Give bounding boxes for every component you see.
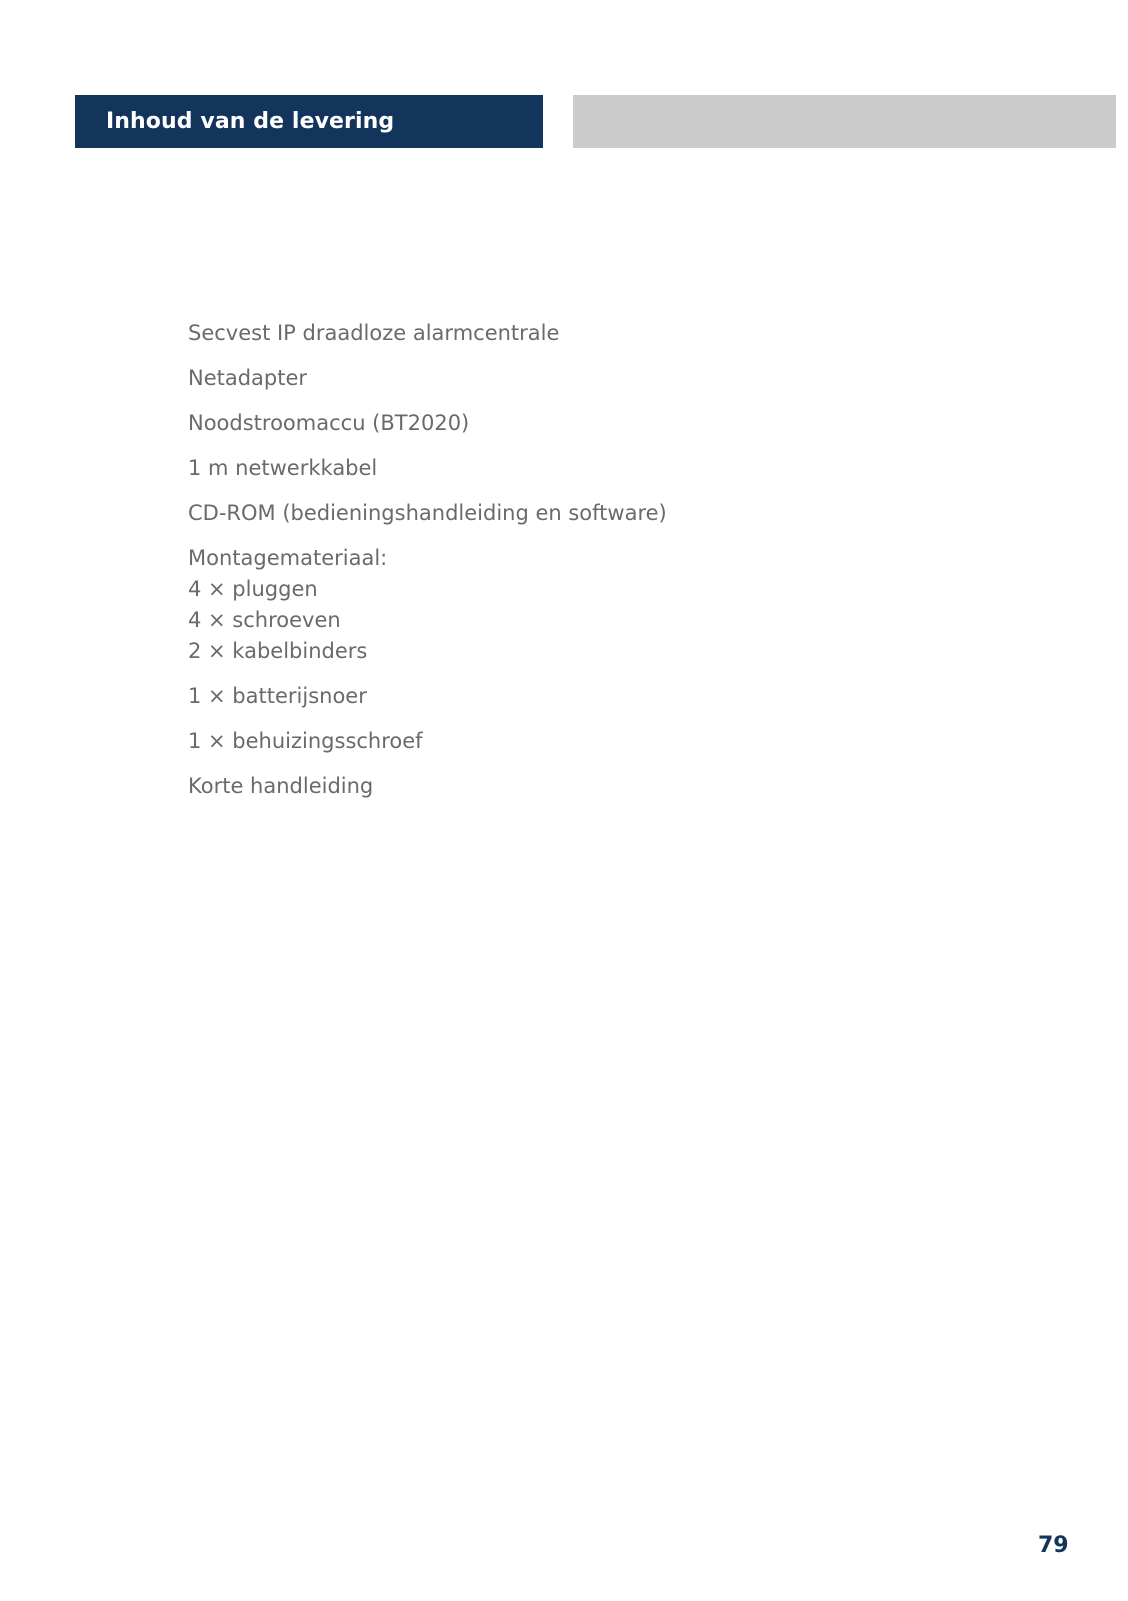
list-item-subline: 4 × schroeven bbox=[188, 608, 341, 632]
header-gray-band bbox=[573, 95, 1116, 148]
list-item bbox=[188, 681, 988, 712]
list-item-text: Netadapter bbox=[188, 366, 308, 390]
list-item-text: 1 m netwerkkabel bbox=[188, 456, 378, 480]
list-item bbox=[188, 318, 988, 349]
list-item-text: Secvest IP draadloze alarmcentrale bbox=[188, 321, 560, 345]
list-item bbox=[188, 726, 988, 757]
list-item bbox=[188, 498, 988, 529]
list-item-text: Noodstroomaccu (BT2020) bbox=[188, 411, 470, 435]
section-header bbox=[75, 95, 543, 148]
delivery-contents-list bbox=[188, 318, 988, 816]
list-item-text: Montagemateriaal: bbox=[188, 546, 388, 570]
page-number: 79 bbox=[1038, 1533, 1069, 1558]
list-item-subline: 2 × kabelbinders bbox=[188, 639, 368, 663]
list-item-text: 1 × behuizingsschroef bbox=[188, 729, 423, 753]
list-item-text: CD-ROM (bedieningshandleiding en software) bbox=[188, 501, 667, 525]
list-item-subline: 4 × pluggen bbox=[188, 577, 318, 601]
list-item-text: Korte handleiding bbox=[188, 774, 374, 798]
list-item-mounting-material bbox=[188, 543, 988, 667]
section-title: Inhoud van de levering bbox=[106, 109, 395, 134]
list-item bbox=[188, 408, 988, 439]
list-item bbox=[188, 453, 988, 484]
list-item-text: 1 × batterijsnoer bbox=[188, 684, 367, 708]
list-item bbox=[188, 363, 988, 394]
list-item bbox=[188, 771, 988, 802]
